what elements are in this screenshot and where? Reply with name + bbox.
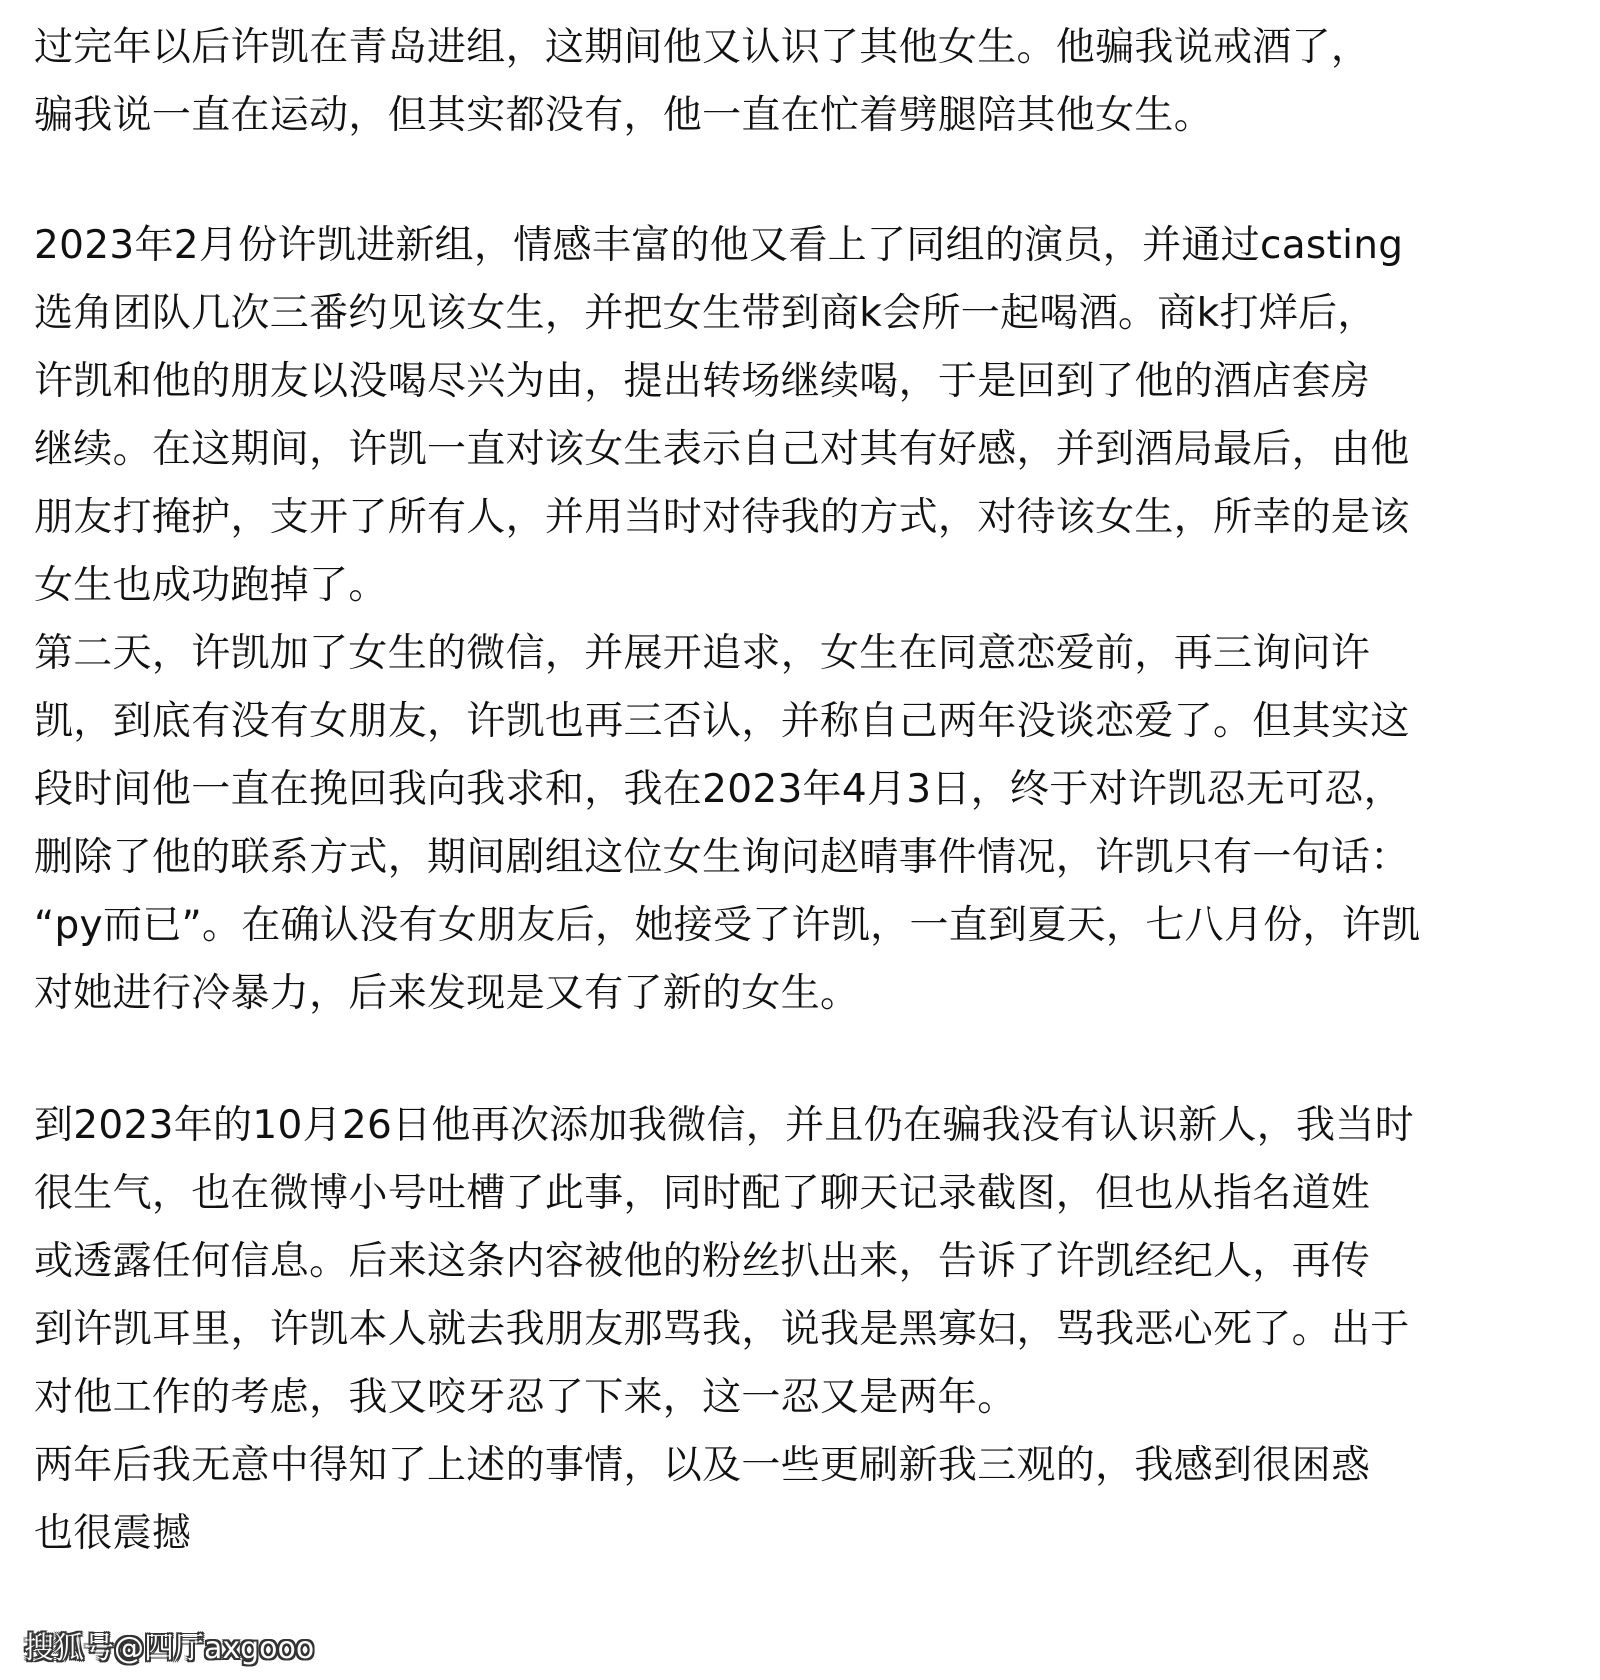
text-line: 删除了他的联系方式，期间剧组这位女生询问赵晴事件情况，许凯只有一句话： [34, 835, 1410, 880]
text-line: 骗我说一直在运动，但其实都没有，他一直在忙着劈腿陪其他女生。 [34, 93, 1214, 138]
text-line: 到2023年的10月26日他再次添加我微信，并且仍在骗我没有认识新人，我当时 [34, 1103, 1414, 1148]
text-line: 或透露任何信息。后来这条内容被他的粉丝扒出来，告诉了许凯经纪人，再传 [34, 1239, 1371, 1284]
text-line: 朋友打掩护，支开了所有人，并用当时对待我的方式，对待该女生，所幸的是该 [34, 495, 1410, 540]
text-line: “py而已”。在确认没有女朋友后，她接受了许凯，一直到夏天，七八月份，许凯 [34, 903, 1421, 948]
text-line: 对他工作的考虑，我又咬牙忍了下来，这一忍又是两年。 [34, 1375, 1017, 1420]
text-line: 过完年以后许凯在青岛进组，这期间他又认识了其他女生。他骗我说戒酒了， [34, 25, 1371, 70]
text-line: 2023年2月份许凯进新组，情感丰富的他又看上了同组的演员，并通过casting [34, 223, 1404, 268]
text-line: 许凯和他的朋友以没喝尽兴为由，提出转场继续喝，于是回到了他的酒店套房 [34, 359, 1371, 404]
text-line: 对她进行冷暴力，后来发现是又有了新的女生。 [34, 971, 860, 1016]
text-line: 段时间他一直在挽回我向我求和，我在2023年4月3日，终于对许凯忍无可忍， [34, 767, 1403, 812]
text-line: 凯，到底有没有女朋友，许凯也再三否认，并称自己两年没谈恋爱了。但其实这 [34, 699, 1410, 744]
text-line: 女生也成功跑掉了。 [34, 563, 388, 608]
text-line: 两年后我无意中得知了上述的事情，以及一些更刷新我三观的，我感到很困惑 [34, 1443, 1371, 1488]
text-line: 很生气，也在微博小号吐槽了此事，同时配了聊天记录截图，但也从指名道姓 [34, 1171, 1371, 1216]
text-line: 也很震撼 [34, 1511, 192, 1556]
text-line: 第二天，许凯加了女生的微信，并展开追求，女生在同意恋爱前，再三询问许 [34, 631, 1371, 676]
text-line: 继续。在这期间，许凯一直对该女生表示自己对其有好感，并到酒局最后，由他 [34, 427, 1410, 472]
text-line: 到许凯耳里，许凯本人就去我朋友那骂我，说我是黑寡妇，骂我恶心死了。出于 [34, 1307, 1410, 1352]
watermark: 搜狐号@四厅axgooo [24, 1631, 315, 1666]
text-line: 选角团队几次三番约见该女生，并把女生带到商k会所一起喝酒。商k打烊后， [34, 291, 1377, 336]
